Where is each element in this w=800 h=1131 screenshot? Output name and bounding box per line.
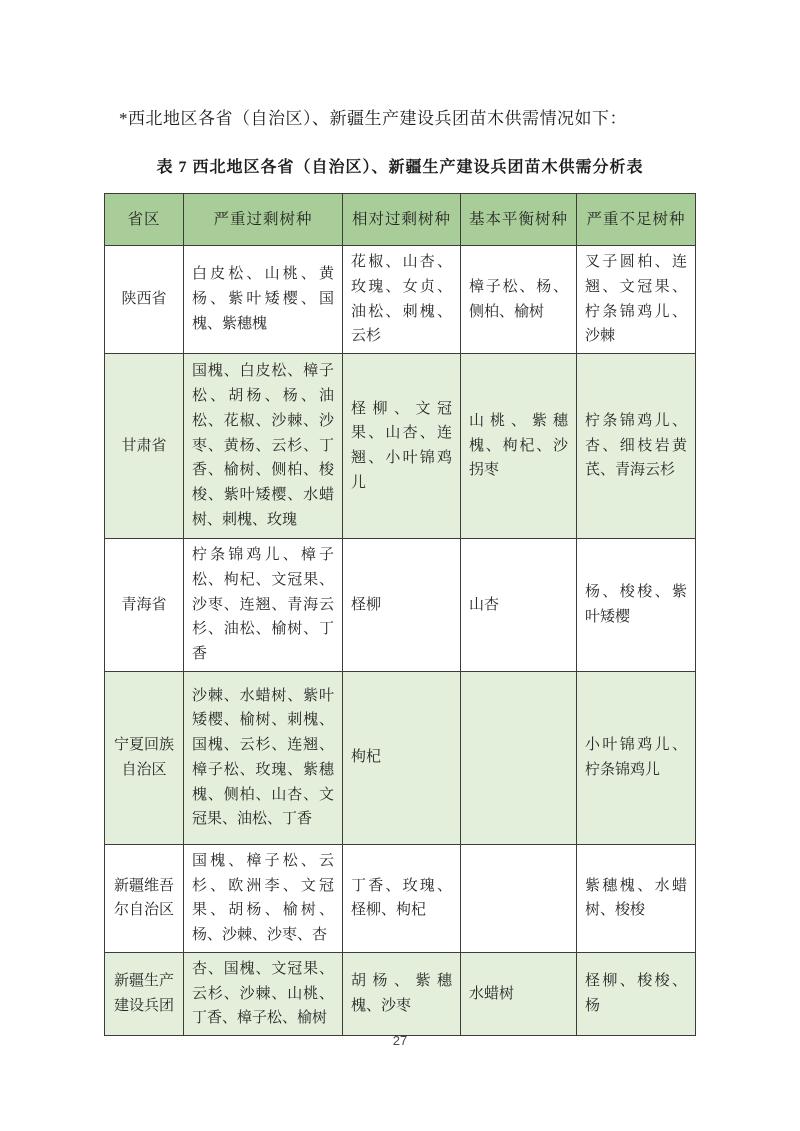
severe-shortage-cell: 柽柳、梭梭、杨 — [577, 952, 696, 1035]
column-header-severe-surplus: 严重过剩树种 — [184, 194, 343, 246]
relative-surplus-cell: 花椒、山杏、玫瑰、女贞、油松、刺槐、云杉 — [343, 246, 461, 354]
severe-surplus-cell: 沙棘、水蜡树、紫叶矮樱、榆树、刺槐、国槐、云杉、连翘、樟子松、玫瑰、紫穗槐、侧柏、山杏、文冠果、油松、丁香 — [184, 671, 343, 844]
severe-surplus-cell: 国槐、樟子松、云杉、欧洲李、文冠果、胡杨、榆树、杨、沙棘、沙枣、杏 — [184, 844, 343, 952]
severe-surplus-cell: 白皮松、山桃、黄杨、紫叶矮樱、国槐、紫穗槐 — [184, 246, 343, 354]
table-header-row — [105, 194, 696, 246]
region-cell: 陕西省 — [105, 246, 184, 354]
severe-shortage-cell: 杨、梭梭、紫叶矮樱 — [577, 539, 696, 672]
relative-surplus-cell: 胡杨、紫穗槐、沙枣 — [343, 952, 461, 1035]
column-header-basic-balance: 基本平衡树种 — [461, 194, 577, 246]
column-header-severe-shortage: 严重不足树种 — [577, 194, 696, 246]
table-row — [105, 539, 696, 672]
region-cell: 新疆维吾尔自治区 — [105, 844, 184, 952]
column-header-relative-surplus: 相对过剩树种 — [343, 194, 461, 246]
intro-text: *西北地区各省（自治区）、新疆生产建设兵团苗木供需情况如下： — [119, 109, 627, 128]
basic-balance-cell: 水蜡树 — [461, 952, 577, 1035]
severe-shortage-cell: 小叶锦鸡儿、柠条锦鸡儿 — [577, 671, 696, 844]
table-row — [105, 671, 696, 844]
region-cell: 甘肃省 — [105, 354, 184, 539]
basic-balance-cell: 樟子松、杨、侧柏、榆树 — [461, 246, 577, 354]
severe-shortage-cell: 叉子圆柏、连翘、文冠果、柠条锦鸡儿、沙棘 — [577, 246, 696, 354]
table-title: 表 7 西北地区各省（自治区）、新疆生产建设兵团苗木供需分析表 — [156, 159, 644, 176]
table-row — [105, 246, 696, 354]
table-row — [105, 952, 696, 1035]
seedling-supply-demand-table — [104, 193, 696, 1036]
basic-balance-cell: 山杏 — [461, 539, 577, 672]
table-row — [105, 844, 696, 952]
page-number: 27 — [392, 1033, 408, 1048]
basic-balance-cell — [461, 671, 577, 844]
severe-shortage-cell: 紫穗槐、水蜡树、梭梭 — [577, 844, 696, 952]
region-cell: 新疆生产建设兵团 — [105, 952, 184, 1035]
relative-surplus-cell: 枸杞 — [343, 671, 461, 844]
severe-surplus-cell: 柠条锦鸡儿、樟子松、枸杞、文冠果、沙枣、连翘、青海云杉、油松、榆树、丁香 — [184, 539, 343, 672]
region-cell: 宁夏回族自治区 — [105, 671, 184, 844]
basic-balance-cell — [461, 844, 577, 952]
severe-surplus-cell: 国槐、白皮松、樟子松、胡杨、杨、油松、花椒、沙棘、沙枣、黄杨、云杉、丁香、榆树、侧柏、梭梭、紫叶矮樱、水蜡树、刺槐、玫瑰 — [184, 354, 343, 539]
relative-surplus-cell: 丁香、玫瑰、柽柳、枸杞 — [343, 844, 461, 952]
relative-surplus-cell: 柽柳 — [343, 539, 461, 672]
relative-surplus-cell: 柽柳、文冠果、山杏、连翘、小叶锦鸡儿 — [343, 354, 461, 539]
severe-surplus-cell: 杏、国槐、文冠果、云杉、沙棘、山桃、丁香、樟子松、榆树 — [184, 952, 343, 1035]
column-header-region: 省区 — [105, 194, 184, 246]
basic-balance-cell: 山桃、紫穗槐、枸杞、沙拐枣 — [461, 354, 577, 539]
table-row — [105, 354, 696, 539]
severe-shortage-cell: 柠条锦鸡儿、杏、细枝岩黄芪、青海云杉 — [577, 354, 696, 539]
region-cell: 青海省 — [105, 539, 184, 672]
